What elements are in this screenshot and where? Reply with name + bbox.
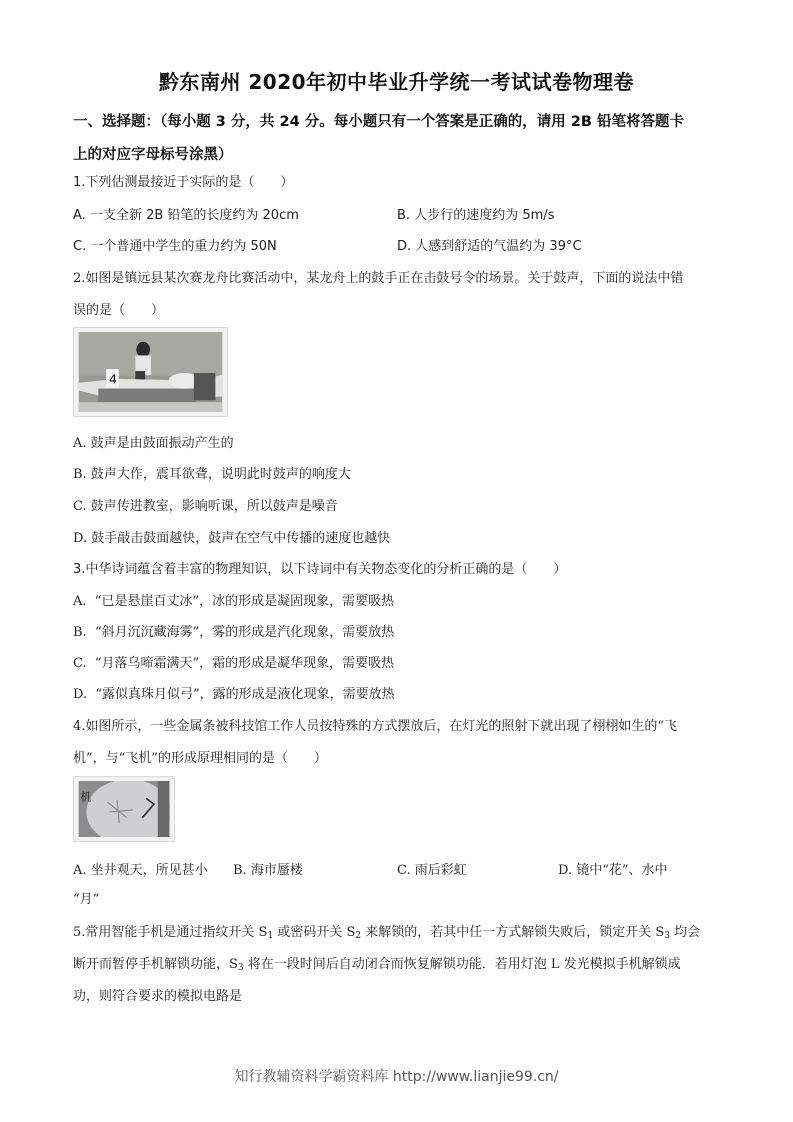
option-text: “月落乌啼霜满天”，霜的形成是凝华现象，需要吸热: [94, 656, 395, 671]
question-5-stem-line3: 功，则符合要求的模拟电路是: [73, 989, 243, 1004]
option-label: B.: [233, 863, 247, 878]
text-segment: 来解锁的，若其中任一方式解锁失败后，锁定开关 S: [361, 925, 665, 940]
option-label: D.: [73, 531, 88, 546]
dragon-boat-image: [73, 327, 228, 417]
subscript: 2: [355, 931, 362, 941]
question-2-option-c: [73, 495, 338, 514]
question-4-option-d: [558, 859, 668, 878]
dragon-boat-illustration: [78, 332, 223, 412]
question-5-stem-line2: [73, 953, 681, 973]
question-4-option-b: [233, 859, 303, 878]
question-3-stem: 3.中华诗词蕴含着丰富的物理知识，以下诗词中有关物态变化的分析正确的是（ ）: [73, 562, 567, 577]
option-text: “斜月沉沉藏海雾”，雾的形成是汽化现象，需要放热: [94, 625, 395, 640]
option-text: “露似真珠月似弓”，露的形成是液化现象，需要放热: [95, 687, 395, 702]
option-text: 镜中“花”、水中: [576, 863, 668, 878]
option-text: 雨后彩虹: [414, 863, 467, 878]
question-5-stem-line1: [73, 921, 700, 941]
option-label: C.: [397, 863, 411, 878]
option-label: C.: [73, 499, 87, 514]
question-1-option-c: [73, 235, 277, 254]
question-4-stem-line1: 4.如图所示，一些金属条被科技馆工作人员按特殊的方式摆放后，在灯光的照射下就出现了栩栩如生的“飞: [73, 719, 678, 734]
option-text: 人步行的速度约为 5m/s: [414, 208, 555, 223]
question-2-option-b: [73, 463, 351, 482]
subscript: 1: [267, 931, 274, 941]
section-heading-line1: 一、选择题：（每小题 3 分，共 24 分。每小题只有一个答案是正确的，请用 2B 铅笔将答题卡: [73, 114, 684, 130]
question-2-option-a: [73, 432, 234, 451]
question-3-option-d: [73, 683, 395, 702]
option-label: A.: [73, 436, 87, 451]
option-text: 一个普通中学生的重力约为 50N: [90, 239, 277, 254]
option-text: 鼓声是由鼓面振动产生的: [90, 436, 234, 451]
option-label: B.: [73, 467, 87, 482]
text-segment: 均会: [670, 925, 701, 940]
question-1-stem: 1.下列估测最接近于实际的是（ ）: [73, 175, 294, 190]
subscript: 3: [664, 931, 670, 941]
option-label: A.: [73, 863, 87, 878]
svg-text:机: 机: [80, 790, 92, 804]
option-text: 鼓手敲击鼓面越快，鼓声在空气中传播的速度也越快: [91, 531, 391, 546]
exam-title: 黔东南州 2020年初中毕业升学统一考试试卷物理卷: [158, 70, 635, 94]
option-text: 坐井观天，所见甚小: [90, 863, 208, 878]
option-label: A.: [73, 594, 87, 609]
option-text: “已是悬崖百丈冰”，冰的形成是凝固现象，需要吸热: [94, 594, 395, 609]
text-segment: 断开而暂停手机解锁功能，S: [73, 957, 238, 972]
question-3-option-a: [73, 590, 394, 609]
question-1-option-d: [397, 235, 582, 254]
option-text: 鼓声大作，震耳欲聋，说明此时鼓声的响度大: [90, 467, 351, 482]
footer-watermark: 知行教辅资料学霸资料库 http://www.lianjie99.cn/: [234, 1069, 559, 1085]
option-label: C.: [73, 239, 87, 254]
question-1-option-a: [73, 204, 299, 223]
question-4-option-d-continuation: “月”: [73, 892, 100, 907]
option-text: 鼓声传进教室，影响听课，所以鼓声是噪音: [90, 499, 338, 514]
question-4-option-c: [397, 859, 467, 878]
shadow-airplane-illustration: [78, 781, 170, 837]
question-3-option-b: [73, 621, 394, 640]
question-1-option-b: [397, 204, 554, 223]
question-4-option-a: [73, 859, 208, 878]
question-3-option-c: [73, 652, 394, 671]
text-segment: 5.常用智能手机是通过指纹开关 S: [73, 925, 268, 940]
shadow-airplane-image: [73, 776, 175, 842]
section-heading: [73, 106, 733, 172]
subscript: 3: [237, 963, 244, 973]
text-segment: 将在一段时间后自动闭合而恢复解锁功能．若用灯泡 L 发光模拟手机解锁成: [243, 957, 681, 972]
option-label: D.: [73, 687, 88, 702]
question-2-stem-line2: 误的是（ ）: [73, 303, 165, 318]
option-label: A.: [73, 208, 86, 223]
question-4-stem-line2: 机”，与“飞机”的形成原理相同的是（ ）: [73, 751, 327, 766]
section-heading-line2: 上的对应字母标号涂黑）: [73, 147, 233, 163]
option-label: B.: [73, 625, 87, 640]
option-label: D.: [558, 863, 573, 878]
option-label: C.: [73, 656, 87, 671]
question-2-option-d: [73, 527, 390, 546]
option-text: 人感到舒适的气温约为 39°C: [415, 239, 582, 254]
option-text: 一支全新 2B 铅笔的长度约为 20cm: [89, 208, 299, 223]
option-label: B.: [397, 208, 411, 223]
svg-text:4: 4: [109, 371, 118, 387]
question-2-stem-line1: 2.如图是镇远县某次赛龙舟比赛活动中，某龙舟上的鼓手正在击鼓号令的场景。关于鼓声，下面的说法中错: [73, 271, 684, 286]
option-text: 海市蜃楼: [250, 863, 303, 878]
text-segment: 或密码开关 S: [273, 925, 356, 940]
option-label: D.: [397, 239, 412, 254]
